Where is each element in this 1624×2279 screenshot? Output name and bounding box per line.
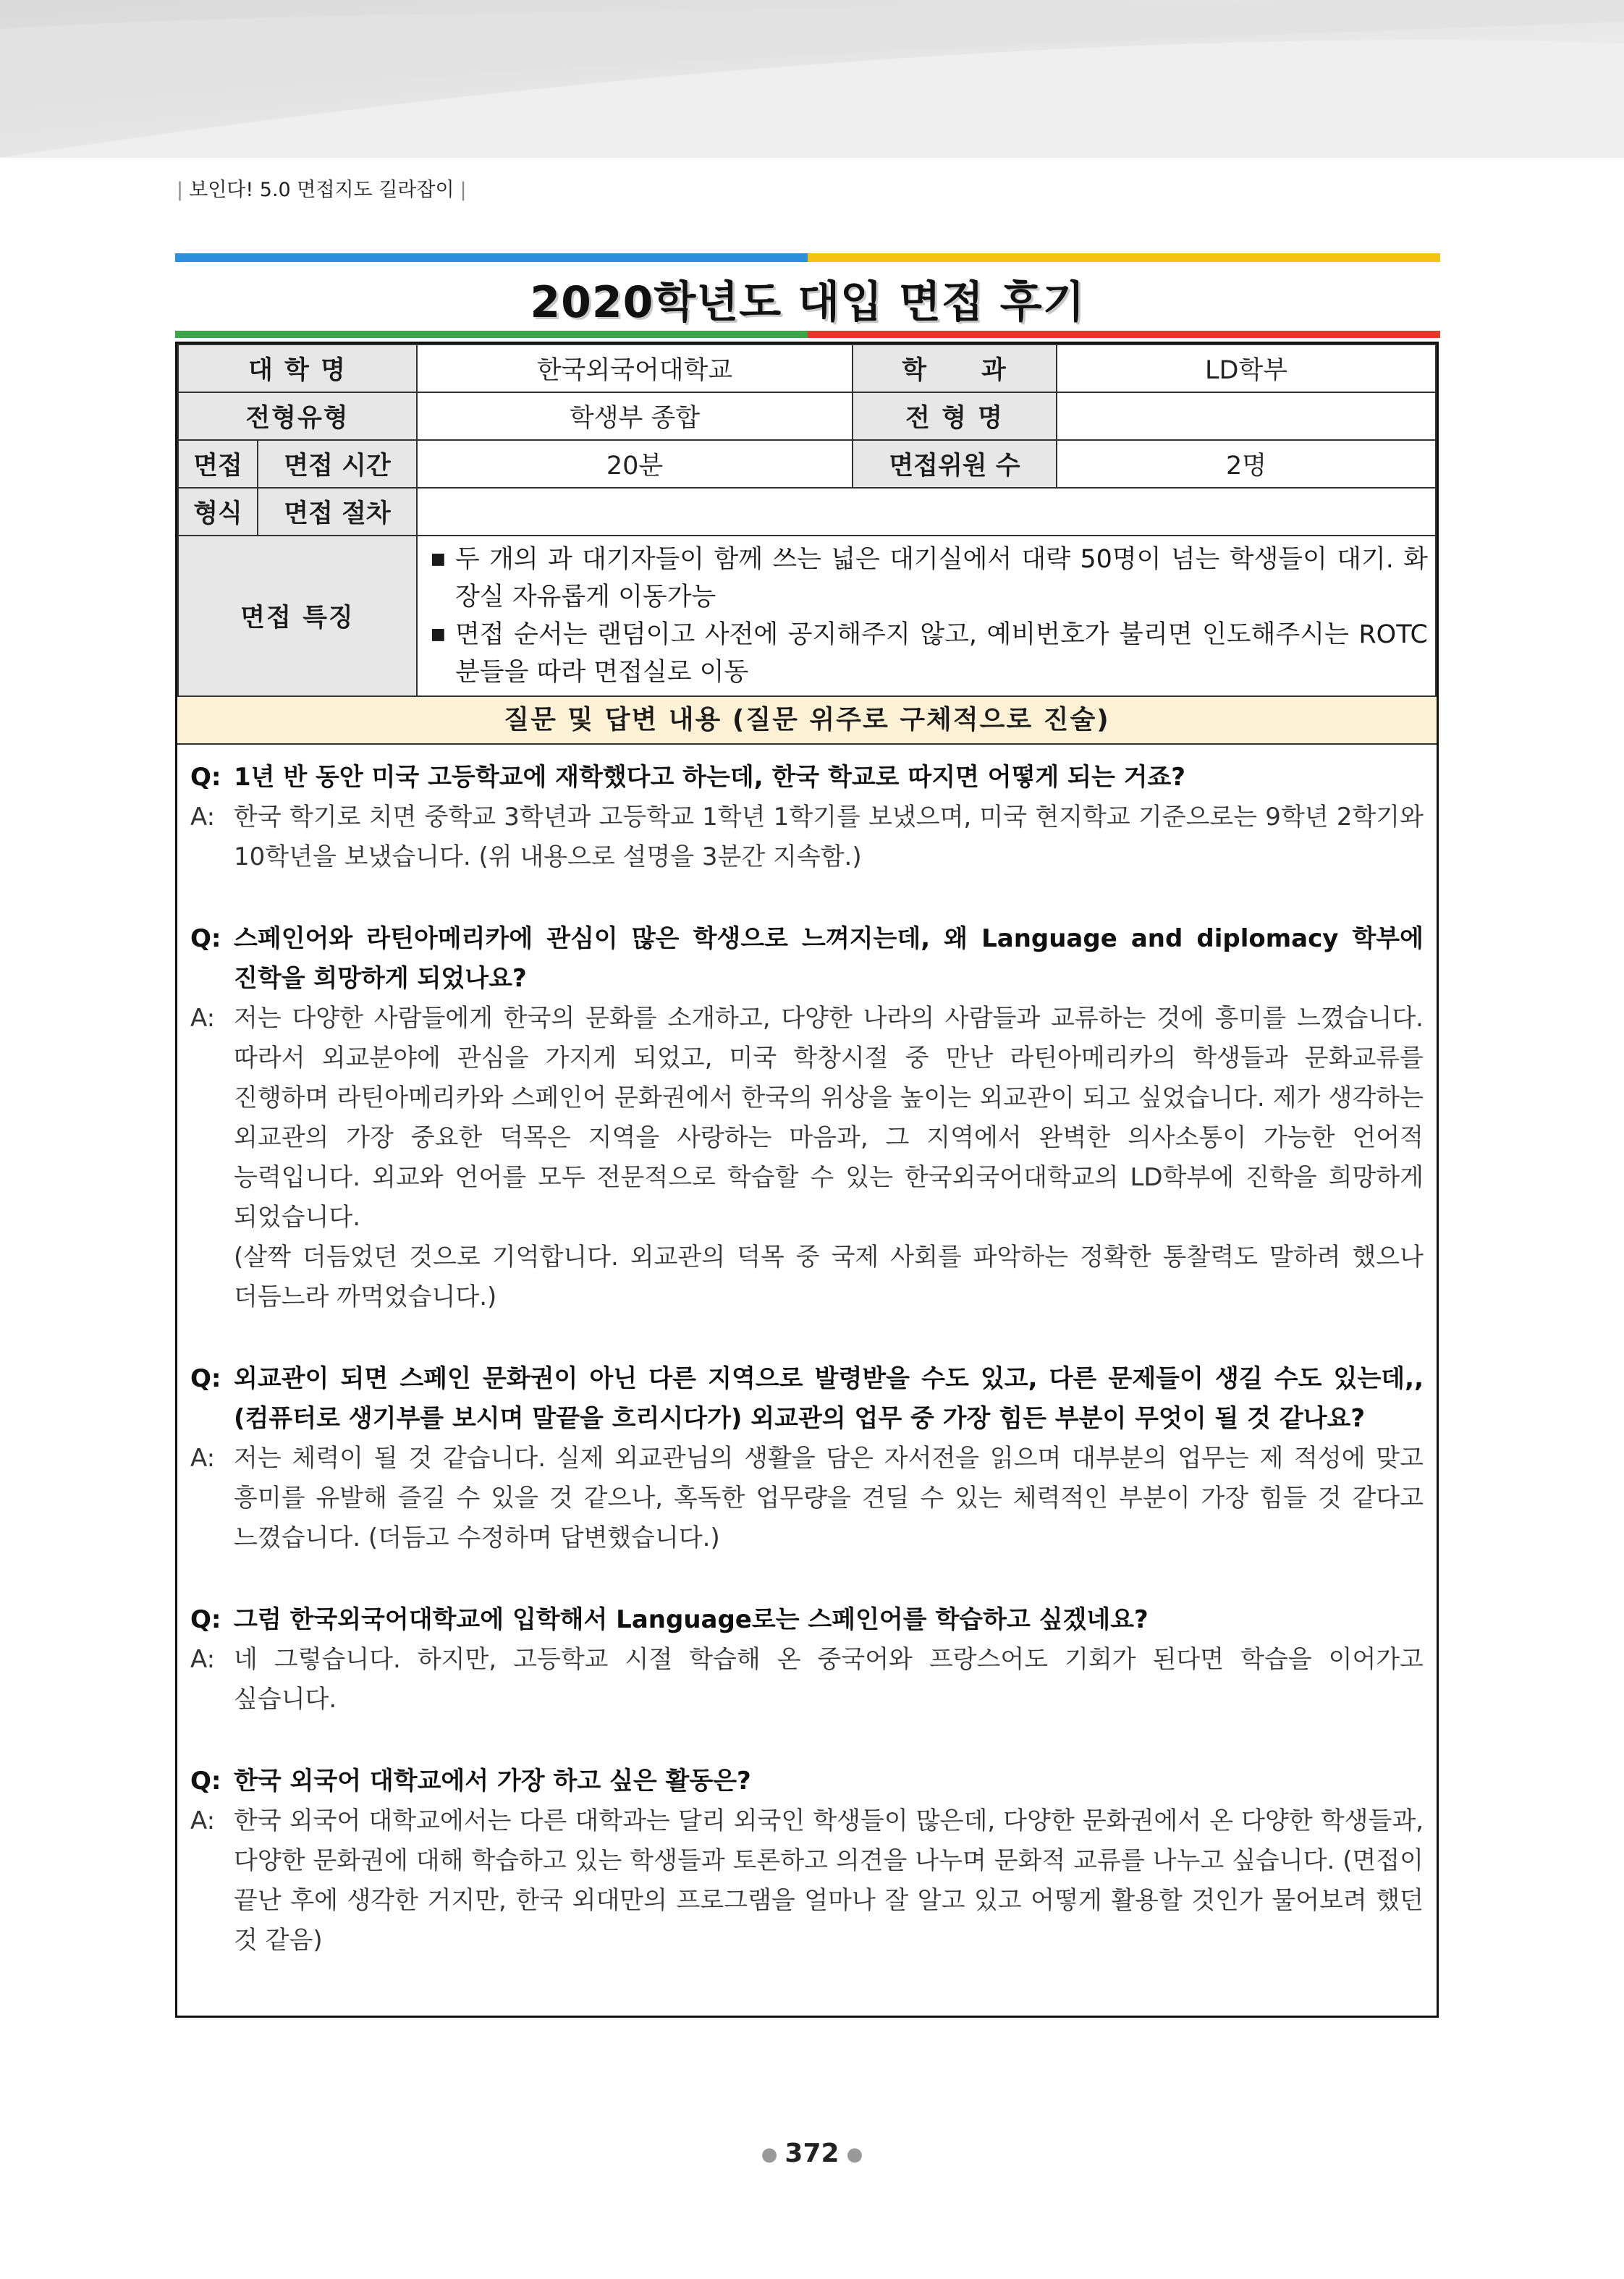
interview-review-box bbox=[175, 342, 1439, 2018]
question bbox=[190, 919, 1424, 999]
question-prefix: Q: bbox=[190, 1605, 221, 1634]
question bbox=[190, 1359, 1424, 1439]
department-label: 학 과 bbox=[853, 344, 1057, 392]
answer-prefix: A: bbox=[190, 803, 216, 832]
answer-note-spacer bbox=[190, 1238, 234, 1317]
answer-prefix: A: bbox=[190, 1444, 216, 1473]
info-row-time bbox=[178, 440, 1436, 488]
university-value: 한국외국어대학교 bbox=[417, 344, 853, 392]
header-divider-left: | bbox=[177, 179, 184, 201]
answer-text: 네 그렇습니다. 하지만, 고등학교 시절 학습해 온 중국어와 프랑스어도 기회가 된다면 학습을 이어가고 싶습니다. bbox=[234, 1645, 1424, 1714]
info-row-track bbox=[178, 392, 1436, 440]
format-label-top: 면접 bbox=[178, 440, 258, 488]
qa-item bbox=[190, 758, 1424, 877]
answer-prefix: A: bbox=[190, 1806, 216, 1835]
question-prefix: Q: bbox=[190, 1364, 221, 1393]
qa-item bbox=[190, 919, 1424, 1317]
question bbox=[190, 1762, 1424, 1801]
feature-item bbox=[431, 616, 1428, 691]
info-table bbox=[177, 344, 1437, 697]
running-header bbox=[171, 174, 473, 202]
features-cell bbox=[417, 536, 1436, 696]
color-bar-green bbox=[175, 331, 808, 338]
answer-note-text: (살짝 더듬었던 것으로 기억합니다. 외교관의 덕목 중 국제 사회를 파악하는 정확한 통찰력도 말하려 했으나 더듬느라 까먹었습니다.) bbox=[234, 1243, 1424, 1311]
format-label-bottom: 형식 bbox=[178, 488, 258, 536]
answer-prefix: A: bbox=[190, 1645, 216, 1674]
department-value: LD학부 bbox=[1057, 344, 1436, 392]
header-divider-right: | bbox=[460, 179, 467, 201]
page-number bbox=[0, 2139, 1624, 2168]
answer bbox=[190, 798, 1424, 877]
page-title: 2020학년도 대입 면접 후기 bbox=[530, 277, 1086, 328]
answer-text: 저는 다양한 사람들에게 한국의 문화를 소개하고, 다양한 나라의 사람들과 교류하는 것에 흥미를 느꼈습니다. 따라서 외교분야에 관심을 가지게 되었고, 미국 학창시절 중 만난 라틴아메리카의 학생들과 문화교류를 진행하며 라틴아메리카와 스페인어 문화권에서 한국의 위상을 높이는 외교관이 되고 싶었습니다. 제가 생각하는 외교관의 가장 중요한 덕목은 지역을 사랑하는 마음과, 그 지역에서 완벽한 의사소통이 가능한 언어적 능력입니다. 외교와 언어를 모두 전문적으로 학습할 수 있는 한국외국어대학교의 LD학부에 진학을 희망하게 되었습니다. bbox=[234, 1004, 1424, 1232]
track-type-label: 전형유형 bbox=[178, 392, 417, 440]
info-row-procedure bbox=[178, 488, 1436, 536]
answer-prefix: A: bbox=[190, 1004, 216, 1033]
qa-section-heading: 질문 및 답변 내용 (질문 위주로 구체적으로 진술) bbox=[177, 697, 1437, 745]
time-label: 면접 시간 bbox=[258, 440, 417, 488]
feature-text: 두 개의 과 대기자들이 함께 쓰는 넓은 대기실에서 대략 50명이 넘는 학생들이 대기. 화장실 자유롭게 이동가능 bbox=[455, 545, 1428, 612]
qa-item bbox=[190, 1600, 1424, 1720]
dot-icon: ● bbox=[761, 2144, 778, 2165]
interviewers-value: 2명 bbox=[1057, 440, 1436, 488]
answer bbox=[190, 1801, 1424, 1961]
qa-list bbox=[177, 745, 1437, 1961]
title-bottom-color-bar bbox=[175, 331, 1440, 338]
track-name-label: 전 형 명 bbox=[853, 392, 1057, 440]
qa-item bbox=[190, 1762, 1424, 1961]
answer bbox=[190, 999, 1424, 1238]
answer bbox=[190, 1640, 1424, 1720]
title-top-color-bar bbox=[175, 253, 1440, 262]
question-text: 스페인어와 라틴아메리카에 관심이 많은 학생으로 느껴지는데, 왜 Language and diplomacy 학부에 진학을 희망하게 되었나요? bbox=[234, 924, 1424, 993]
interviewers-label: 면접위원 수 bbox=[853, 440, 1057, 488]
square-bullet-icon: ■ bbox=[431, 625, 446, 643]
features-label: 면접 특징 bbox=[178, 536, 417, 696]
header-label-text: 보인다! 5.0 면접지도 길라잡이 bbox=[189, 179, 454, 201]
question-prefix: Q: bbox=[190, 924, 221, 953]
question-prefix: Q: bbox=[190, 1767, 221, 1796]
color-bar-blue bbox=[175, 253, 808, 262]
question-text: 한국 외국어 대학교에서 가장 하고 싶은 활동은? bbox=[234, 1767, 751, 1796]
qa-item bbox=[190, 1359, 1424, 1558]
question bbox=[190, 758, 1424, 798]
info-row-features bbox=[178, 536, 1436, 696]
info-row-university bbox=[178, 344, 1436, 392]
answer-note bbox=[190, 1238, 1424, 1317]
question-text: 외교관이 되면 스페인 문화권이 아닌 다른 지역으로 발령받을 수도 있고, 다른 문제들이 생길 수도 있는데,, (컴퓨터로 생기부를 보시며 말끝을 흐리시다가) 외교관의 업무 중 가장 힘든 부분이 무엇이 될 것 같나요? bbox=[234, 1364, 1424, 1433]
color-bar-red bbox=[808, 331, 1440, 338]
procedure-value bbox=[417, 488, 1436, 536]
color-bar-yellow bbox=[808, 253, 1440, 262]
answer bbox=[190, 1439, 1424, 1558]
answer-text: 한국 학기로 치면 중학교 3학년과 고등학교 1학년 1학기를 보냈으며, 미국 현지학교 기준으로는 9학년 2학기와 10학년을 보냈습니다. (위 내용으로 설명을 3분간 지속함.) bbox=[234, 803, 1424, 871]
question-text: 그럼 한국외국어대학교에 입학해서 Language로는 스페인어를 학습하고 싶겠네요? bbox=[234, 1605, 1149, 1634]
procedure-label: 면접 절차 bbox=[258, 488, 417, 536]
track-name-value bbox=[1057, 392, 1436, 440]
page-number-text: 372 bbox=[784, 2139, 840, 2168]
dot-icon: ● bbox=[846, 2144, 863, 2165]
track-type-value: 학생부 종합 bbox=[417, 392, 853, 440]
feature-item bbox=[431, 541, 1428, 616]
question-prefix: Q: bbox=[190, 763, 221, 792]
question-text: 1년 반 동안 미국 고등학교에 재학했다고 하는데, 한국 학교로 따지면 어떻게 되는 거죠? bbox=[234, 763, 1186, 792]
time-value: 20분 bbox=[417, 440, 853, 488]
answer-text: 한국 외국어 대학교에서는 다른 대학과는 달리 외국인 학생들이 많은데, 다양한 문화권에서 온 다양한 학생들과, 다양한 문화권에 대해 학습하고 있는 학생들과 토론하고 의견을 나누며 문화적 교류를 나누고 싶습니다. (면접이 끝난 후에 생각한 거지만, 한국 외대만의 프로그램을 얼마나 잘 알고 있고 어떻게 활용할 것인가 물어보려 했던 것 같음) bbox=[234, 1806, 1424, 1955]
square-bullet-icon: ■ bbox=[431, 550, 446, 568]
university-label: 대 학 명 bbox=[178, 344, 417, 392]
question bbox=[190, 1600, 1424, 1640]
feature-text: 면접 순서는 랜덤이고 사전에 공지해주지 않고, 예비번호가 불리면 인도해주시는 ROTC분들을 따라 면접실로 이동 bbox=[455, 620, 1428, 687]
answer-text: 저는 체력이 될 것 같습니다. 실제 외교관님의 생활을 담은 자서전을 읽으며 대부분의 업무는 제 적성에 맞고 흥미를 유발해 즐길 수 있을 것 같으나, 혹독한 업무량을 견딜 수 있는 체력적인 부분이 가장 힘들 것 같다고 느꼈습니다. (더듬고 수정하며 답변했습니다.) bbox=[234, 1444, 1424, 1552]
